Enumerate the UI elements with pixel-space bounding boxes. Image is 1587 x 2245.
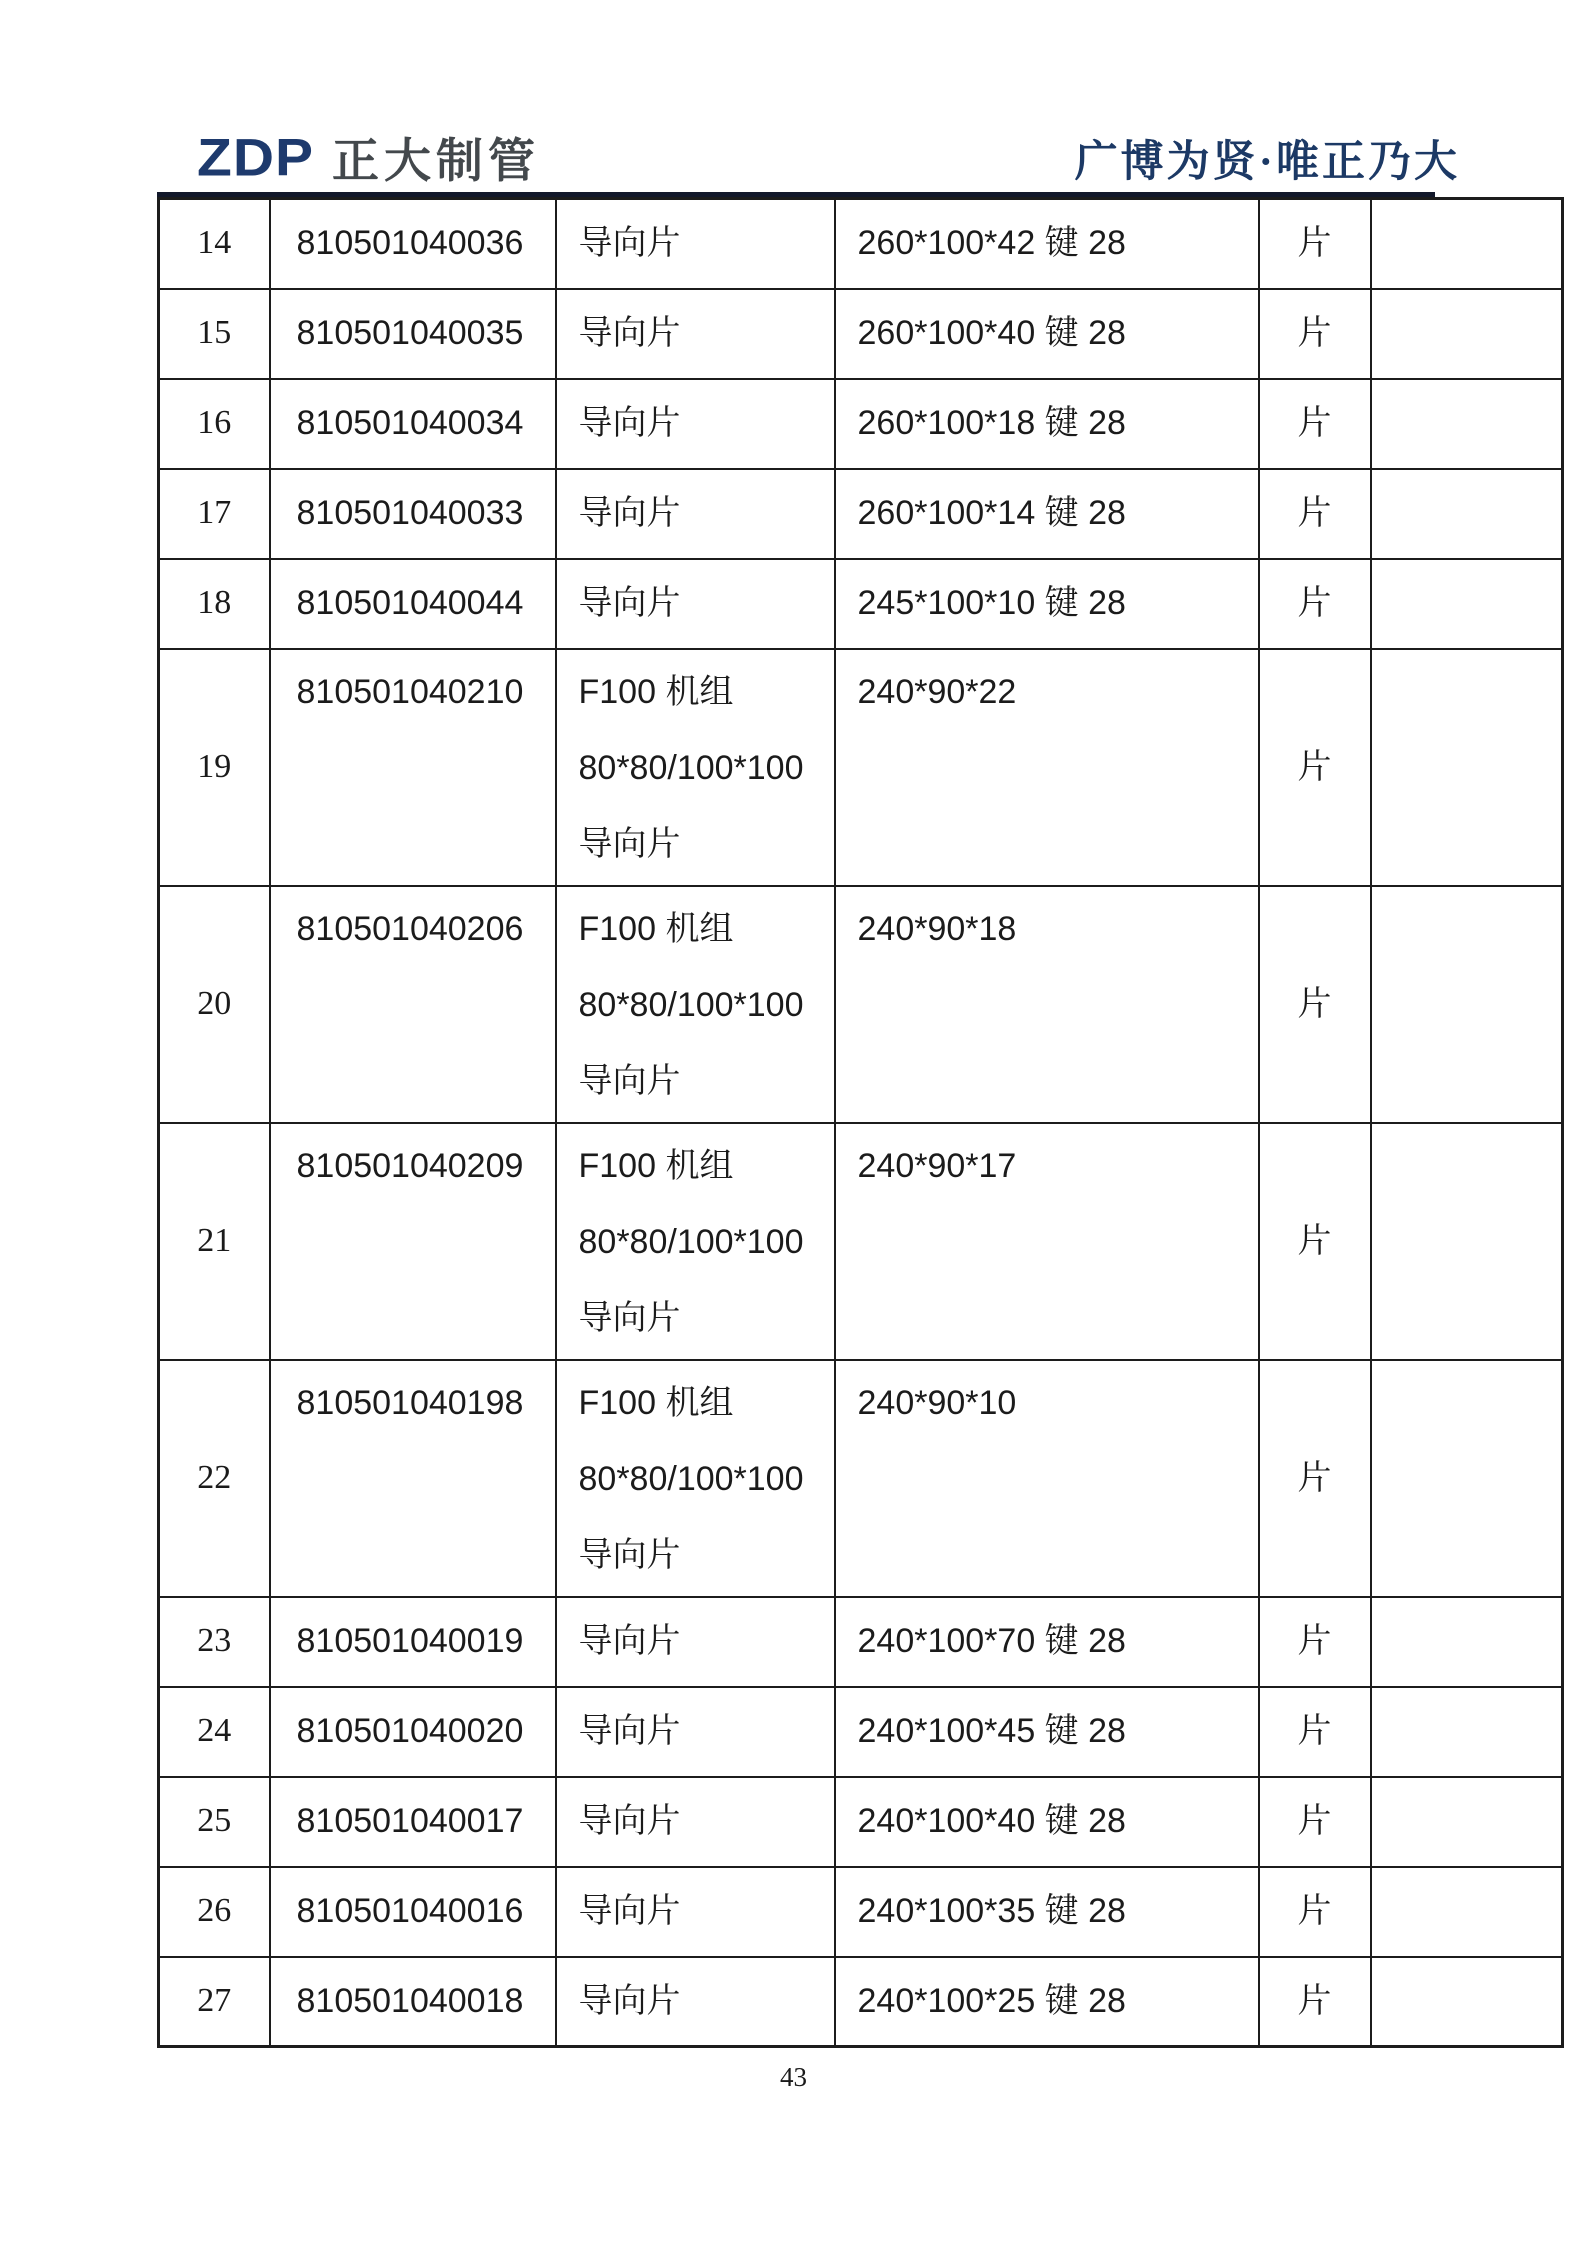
part-name-cell bbox=[556, 379, 835, 469]
row-number-cell: 22 bbox=[159, 1360, 270, 1597]
row-number-cell: 25 bbox=[159, 1777, 270, 1867]
table-row bbox=[159, 289, 1563, 379]
part-code-cell: 810501040210 bbox=[270, 649, 556, 886]
remark-cell bbox=[1371, 1123, 1563, 1360]
part-name-line: 导向片 bbox=[578, 224, 681, 263]
row-number-cell: 17 bbox=[159, 469, 270, 559]
part-name-cell bbox=[556, 199, 835, 289]
table-row bbox=[159, 886, 1563, 1123]
row-number-cell: 18 bbox=[159, 559, 270, 649]
company-logo bbox=[197, 124, 540, 191]
remark-cell bbox=[1371, 1360, 1563, 1597]
row-number-cell: 15 bbox=[159, 289, 270, 379]
logo-zdp-mark: ZDP bbox=[197, 128, 314, 188]
part-spec-cell: 240*100*40 键 28 bbox=[835, 1777, 1259, 1867]
part-name-line: 导向片 bbox=[578, 1712, 681, 1751]
part-spec-cell: 240*90*22 bbox=[835, 649, 1259, 886]
part-name-line: F100 机组 bbox=[578, 1383, 734, 1422]
table-row bbox=[159, 379, 1563, 469]
part-name-cell bbox=[556, 1123, 835, 1360]
part-spec-cell: 240*90*10 bbox=[835, 1360, 1259, 1597]
part-spec-cell: 240*100*70 键 28 bbox=[835, 1597, 1259, 1687]
row-number-cell: 21 bbox=[159, 1123, 270, 1360]
table-row bbox=[159, 559, 1563, 649]
part-name-line: 导向片 bbox=[578, 1535, 681, 1574]
table-row bbox=[159, 649, 1563, 886]
part-name-cell bbox=[556, 469, 835, 559]
part-name-line: 导向片 bbox=[578, 314, 681, 353]
table-row bbox=[159, 469, 1563, 559]
company-slogan: 广博为贤·唯正乃大 bbox=[1074, 139, 1460, 186]
remark-cell bbox=[1371, 1867, 1563, 1957]
unit-cell: 片 bbox=[1259, 559, 1371, 649]
table-row bbox=[159, 1687, 1563, 1777]
part-name-line: F100 机组 bbox=[578, 672, 734, 711]
table-row bbox=[159, 1597, 1563, 1687]
part-name-cell bbox=[556, 289, 835, 379]
logo-company-name: 正大制管 bbox=[332, 134, 540, 187]
part-code-cell: 810501040044 bbox=[270, 559, 556, 649]
remark-cell bbox=[1371, 1957, 1563, 2047]
part-code-cell: 810501040034 bbox=[270, 379, 556, 469]
part-name-line: F100 机组 bbox=[578, 909, 734, 948]
remark-cell bbox=[1371, 1687, 1563, 1777]
part-name-cell bbox=[556, 559, 835, 649]
remark-cell bbox=[1371, 1777, 1563, 1867]
remark-cell bbox=[1371, 469, 1563, 559]
unit-cell: 片 bbox=[1259, 289, 1371, 379]
part-name-line: 导向片 bbox=[578, 584, 681, 623]
row-number-cell: 19 bbox=[159, 649, 270, 886]
part-name-line: 导向片 bbox=[578, 404, 681, 443]
part-spec-cell: 240*100*25 键 28 bbox=[835, 1957, 1259, 2047]
part-name-cell bbox=[556, 1687, 835, 1777]
part-name-cell bbox=[556, 1360, 835, 1597]
remark-cell bbox=[1371, 886, 1563, 1123]
part-name-line: 导向片 bbox=[578, 1981, 681, 2020]
remark-cell bbox=[1371, 199, 1563, 289]
unit-cell: 片 bbox=[1259, 469, 1371, 559]
unit-cell: 片 bbox=[1259, 1123, 1371, 1360]
remark-cell bbox=[1371, 559, 1563, 649]
part-code-cell: 810501040036 bbox=[270, 199, 556, 289]
page-header bbox=[0, 0, 1587, 197]
part-name-cell bbox=[556, 1597, 835, 1687]
row-number-cell: 26 bbox=[159, 1867, 270, 1957]
part-name-cell bbox=[556, 649, 835, 886]
part-spec-cell: 260*100*40 键 28 bbox=[835, 289, 1259, 379]
remark-cell bbox=[1371, 1597, 1563, 1687]
part-code-cell: 810501040209 bbox=[270, 1123, 556, 1360]
unit-cell: 片 bbox=[1259, 1687, 1371, 1777]
part-spec-cell: 260*100*14 键 28 bbox=[835, 469, 1259, 559]
part-name-cell bbox=[556, 1777, 835, 1867]
row-number-cell: 27 bbox=[159, 1957, 270, 2047]
part-spec-cell: 240*90*17 bbox=[835, 1123, 1259, 1360]
unit-cell: 片 bbox=[1259, 649, 1371, 886]
part-code-cell: 810501040018 bbox=[270, 1957, 556, 2047]
table-row bbox=[159, 1777, 1563, 1867]
part-name-line: 导向片 bbox=[578, 1622, 681, 1661]
part-code-cell: 810501040017 bbox=[270, 1777, 556, 1867]
table-row bbox=[159, 1957, 1563, 2047]
unit-cell: 片 bbox=[1259, 1597, 1371, 1687]
unit-cell: 片 bbox=[1259, 1777, 1371, 1867]
part-name-line: 80*80/100*100 bbox=[578, 1222, 804, 1261]
part-name-line: 导向片 bbox=[578, 1802, 681, 1841]
part-name-line: 导向片 bbox=[578, 1298, 681, 1337]
row-number-cell: 24 bbox=[159, 1687, 270, 1777]
remark-cell bbox=[1371, 289, 1563, 379]
part-code-cell: 810501040020 bbox=[270, 1687, 556, 1777]
header-divider-rule bbox=[157, 192, 1435, 197]
part-code-cell: 810501040206 bbox=[270, 886, 556, 1123]
part-name-line: 导向片 bbox=[578, 824, 681, 863]
part-code-cell: 810501040198 bbox=[270, 1360, 556, 1597]
part-spec-cell: 260*100*18 键 28 bbox=[835, 379, 1259, 469]
part-spec-cell: 245*100*10 键 28 bbox=[835, 559, 1259, 649]
table-row bbox=[159, 1867, 1563, 1957]
table-row bbox=[159, 1123, 1563, 1360]
part-name-cell bbox=[556, 1867, 835, 1957]
unit-cell: 片 bbox=[1259, 1957, 1371, 2047]
part-code-cell: 810501040033 bbox=[270, 469, 556, 559]
unit-cell: 片 bbox=[1259, 199, 1371, 289]
row-number-cell: 23 bbox=[159, 1597, 270, 1687]
part-name-line: 80*80/100*100 bbox=[578, 1459, 804, 1498]
unit-cell: 片 bbox=[1259, 1867, 1371, 1957]
unit-cell: 片 bbox=[1259, 1360, 1371, 1597]
part-name-cell bbox=[556, 886, 835, 1123]
row-number-cell: 20 bbox=[159, 886, 270, 1123]
part-name-cell bbox=[556, 1957, 835, 2047]
part-spec-cell: 240*100*35 键 28 bbox=[835, 1867, 1259, 1957]
row-number-cell: 14 bbox=[159, 199, 270, 289]
part-code-cell: 810501040035 bbox=[270, 289, 556, 379]
part-spec-cell: 260*100*42 键 28 bbox=[835, 199, 1259, 289]
row-number-cell: 16 bbox=[159, 379, 270, 469]
unit-cell: 片 bbox=[1259, 886, 1371, 1123]
parts-table bbox=[157, 197, 1564, 2048]
part-name-line: 80*80/100*100 bbox=[578, 748, 804, 787]
part-code-cell: 810501040016 bbox=[270, 1867, 556, 1957]
page-number: 43 bbox=[780, 2062, 807, 2092]
part-code-cell: 810501040019 bbox=[270, 1597, 556, 1687]
part-name-line: 导向片 bbox=[578, 494, 681, 533]
part-spec-cell: 240*100*45 键 28 bbox=[835, 1687, 1259, 1777]
part-name-line: F100 机组 bbox=[578, 1146, 734, 1185]
part-spec-cell: 240*90*18 bbox=[835, 886, 1259, 1123]
part-name-line: 导向片 bbox=[578, 1061, 681, 1100]
part-name-line: 导向片 bbox=[578, 1892, 681, 1931]
part-name-line: 80*80/100*100 bbox=[578, 985, 804, 1024]
remark-cell bbox=[1371, 649, 1563, 886]
table-row bbox=[159, 1360, 1563, 1597]
unit-cell: 片 bbox=[1259, 379, 1371, 469]
table-row bbox=[159, 199, 1563, 289]
remark-cell bbox=[1371, 379, 1563, 469]
